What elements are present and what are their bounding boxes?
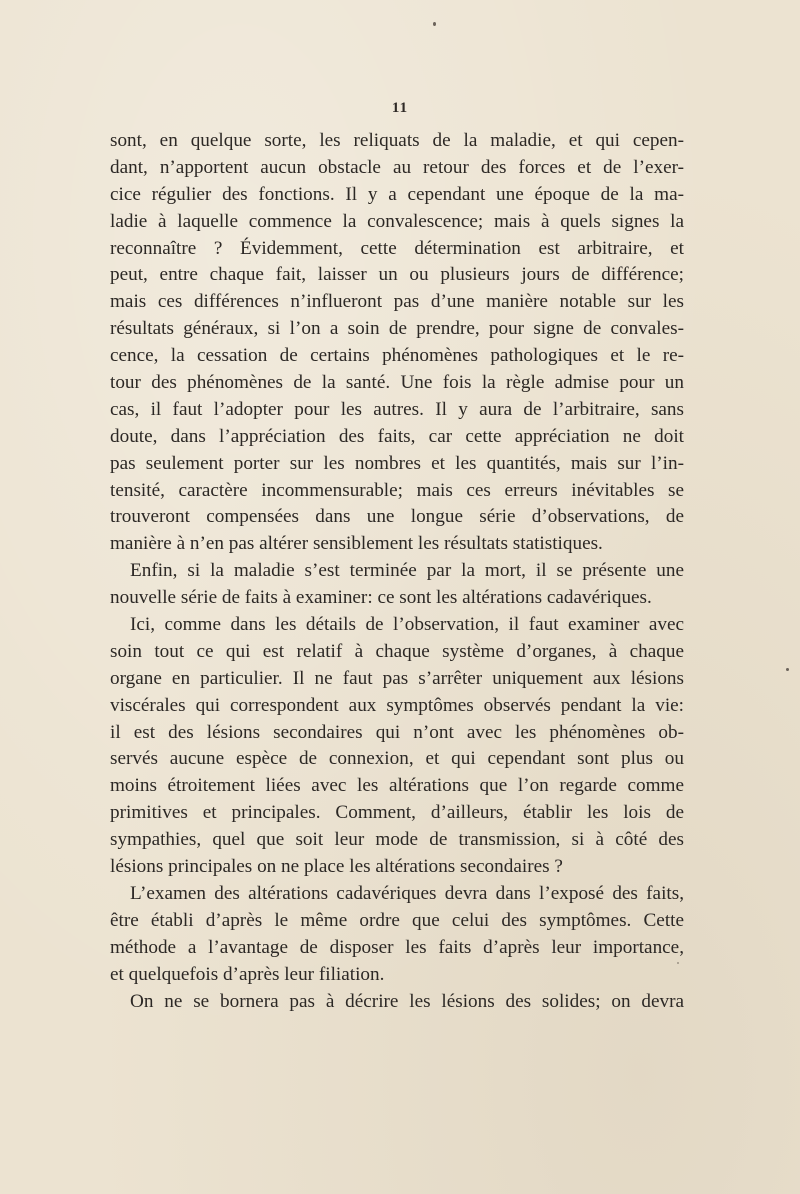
text-line: pas seulement porter sur les nombres et les quantités, mais sur l’in- [110, 452, 684, 474]
text-line: lésions principales on ne place les altérations secondaires ? [110, 856, 563, 878]
text-line: sont, en quelque sorte, les reliquats de la maladie, et qui cepen- [110, 130, 684, 151]
text-line: cice régulier des fonctions. Il y a cependant une époque de la ma- [110, 183, 684, 205]
text-line: organe en particulier. Il ne faut pas s’arrêter uniquement aux lésions [110, 667, 684, 689]
text-line: être établi d’après le même ordre que celui des symptômes. Cette [110, 909, 684, 931]
text-line: mais ces différences n’influeront pas d’une manière notable sur les [110, 291, 684, 313]
text-line: tour des phénomènes de la santé. Une fois la règle admise pour un [110, 372, 684, 394]
paper-speck [786, 668, 789, 671]
text-line: servés aucune espèce de connexion, et qui cependant sont plus ou [110, 748, 684, 770]
paper-speck [677, 962, 679, 964]
text-line: cence, la cessation de certains phénomènes pathologiques et le re- [110, 345, 684, 367]
text-line: sympathies, quel que soit leur mode de transmission, si à côté des [110, 829, 684, 851]
paper-speck [433, 22, 436, 26]
text-line: Enfin, si la maladie s’est terminée par la mort, il se présente une [130, 560, 684, 582]
text-line: On ne se bornera pas à décrire les lésions des solides; on devra [130, 990, 684, 1012]
text-line: L’examen des altérations cadavériques devra dans l’exposé des faits, [130, 882, 684, 904]
text-line: primitives et principales. Comment, d’ailleurs, établir les lois de [110, 802, 684, 824]
text-line: cas, il faut l’adopter pour les autres. Il y aura de l’arbitraire, sans [110, 398, 684, 420]
text-line: méthode a l’avantage de disposer les faits d’après leur importance, [110, 936, 684, 958]
text-line: trouveront compensées dans une longue série d’observations, de [110, 506, 684, 528]
text-line: et quelquefois d’après leur filiation. [110, 963, 385, 985]
text-line: reconnaître ? Évidemment, cette détermination est arbitraire, et [110, 237, 684, 259]
text-line: manière à n’en pas altérer sensiblement les résultats statistiques. [110, 533, 603, 555]
text-line: soin tout ce qui est relatif à chaque système d’organes, à chaque [110, 640, 684, 662]
body-text [110, 128, 684, 1015]
text-line: doute, dans l’appréciation des faits, car cette appréciation ne doit [110, 425, 684, 447]
page-number: 11 [391, 100, 409, 116]
text-line: ladie à laquelle commence la convalescence; mais à quels signes la [110, 210, 684, 232]
text-line: il est des lésions secondaires qui n’ont avec les phénomènes ob- [110, 721, 684, 743]
text-line: résultats généraux, si l’on a soin de prendre, pour signe de convales- [110, 318, 684, 340]
text-line: moins étroitement liées avec les altérations que l’on regarde comme [110, 775, 684, 797]
text-line: dant, n’apportent aucun obstacle au retour des forces et de l’exer- [110, 156, 684, 178]
text-line: peut, entre chaque fait, laisser un ou plusieurs jours de différence; [110, 264, 684, 286]
text-line: nouvelle série de faits à examiner: ce sont les altérations cadavériques. [110, 587, 652, 609]
text-line: Ici, comme dans les détails de l’observation, il faut examiner avec [130, 614, 684, 636]
text-line: tensité, caractère incommensurable; mais ces erreurs inévitables se [110, 479, 684, 501]
text-line: viscérales qui correspondent aux symptômes observés pendant la vie: [110, 694, 684, 716]
